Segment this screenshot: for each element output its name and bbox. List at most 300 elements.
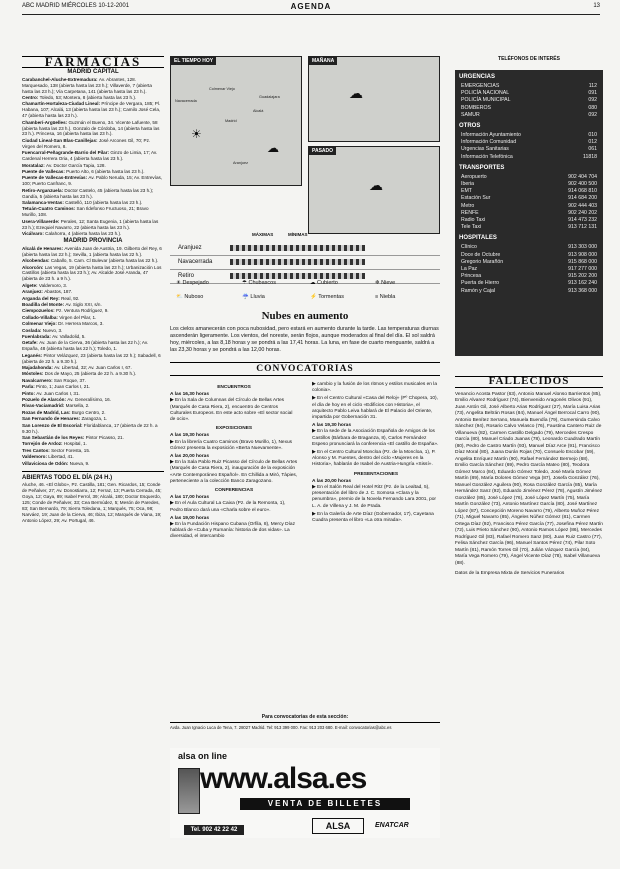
page-header [22,2,600,15]
servicio-number: 902 444 403 [568,202,597,209]
farmacia-address: Nueva, 9. [69,460,90,466]
farmacia-entry [22,461,164,467]
fallecidos-column [455,356,603,838]
servicio-group-title: URGENCIAS [459,74,496,80]
farmacia-district: Getafe: [22,340,40,346]
legend-label: Nieve [381,280,396,286]
map-today-label: EL TIEMPO HOY [171,57,216,65]
servicio-label: EMERGENCIAS [461,83,500,89]
farmacia-district: Centro: [22,95,40,101]
farmacia-address: Hospital, 1. [63,441,87,447]
conv-item: ▶ En la Sala Pablo Ruiz Picasso del Círculo de Bellas Artes (Marqués de Casa Riera, 2), inauguración de la exposición «Arte Contemporáneo Español». En Chillida a Miró, Tàpies, perteneciente a la colección Banco Zaragozano. [170,460,298,484]
convocatorias-section [170,362,440,714]
alsa-online-label: alsa on line [178,751,228,761]
farmacia-district: Collado-Villalba: [22,314,60,320]
farmacia-district: San Lorenzo de El Escorial: [22,422,84,428]
servicio-number: 914 473 232 [568,217,597,223]
servicio-row [461,203,597,209]
farmacia-address: Burgo Centro, 2. [71,409,106,415]
farmacia-district: Leganés: [22,352,44,358]
forecast-text: Los cielos amanecerán con poca nubosidad, pero estará en aumento durante la tarde. Las temperaturas diurnas ascenderán ligeramente. Los vientos, del noreste, serán flojos, aunque moderados al final del día. El sol saldrá hoy, miércoles, a las 8,18 horas y se pondrá a las 17,41 horas. La luna, en fase de cuarto menguante, saldrá a las 23,30 horas y se pondrá a las 12,00 horas. [170,326,439,353]
city-guadalajara: Guadalajara [259,95,280,99]
servicio-row [461,244,597,250]
alsa-logo: ALSA [312,818,364,834]
farmacia-district: San Fernando de Henares: [22,416,82,422]
servicio-number: 902 240 202 [568,209,597,216]
farmacia-district: Puente de Vallecas: [22,168,67,174]
legend-chubascos: ☂ Chubascos [242,280,276,286]
farmacia-entry [22,308,164,314]
farmacia-address: Real, 92. [61,295,80,301]
servicio-label: Ramón y Cajal [461,287,496,294]
farmacia-entry [22,403,164,409]
weather-forecast [170,310,440,354]
temp-bars [230,273,365,279]
farmacia-address: San Roque, 37. [53,377,86,383]
farmacia-address: Caballo, 5. Cam. Cl Bulevar (abierta hasta las 22 h.). [50,258,159,264]
farmacia-address: Doctor Castelo, 45 (abierta hasta las 23 h.); Gandía, 5 (abierta hasta las 23 h.). [22,187,154,199]
temp-row [170,242,440,256]
provincia-heading: MADRID PROVINCIA [63,237,123,244]
servicio-group-title: OTROS [459,123,481,129]
fallecidos-title: FALLECIDOS [455,376,603,388]
farmacia-address: Castelló, 110 (abierta hasta las 23 h.). [65,199,143,205]
farmacia-address: Sector Foresta, 15. [51,447,91,453]
farmacia-district: Arganda del Rey: [22,295,62,301]
map-after-label: PASADO [309,147,336,155]
section-title: AGENDA [290,2,332,11]
legend-despejado: ☀ Despejado [176,280,209,286]
farmacia-district: Coslada: [22,327,43,333]
farmacia-district: Alcorcón: [22,264,45,270]
servicio-row [461,90,597,96]
farmacia-district: Alcalá de Henares: [22,245,65,251]
farmacia-address: Av. Valladolid, 5. [52,333,86,339]
conv-time: A las 17,00 horas [170,495,210,501]
farmacia-district: Villaviciosa de Odón: [22,460,70,466]
farmacia-district: Fuenlabrada: [22,333,53,339]
servicio-row [461,154,597,160]
fallecidos-footnote: Datos de la Empresa Mixta de Servicios Funerarios [455,571,565,576]
servicios-heading: TELÉFONOS DE INTERÉS [498,56,560,62]
servicio-number: 112 [588,83,597,89]
servicio-label: Clínico [461,244,477,251]
farmacia-address: Príncipe de Vergara, 185; Pl. Habana, 107; Alcalá, 13 (abierta hasta las 23 h.); Camilo José Cela, 47 (abierta hasta las 23 h.). [22,101,161,119]
farmacia-address: Av. Siglo XXI, s/n. [65,301,102,307]
farmacia-address: Ginzo de Limia, 17; Av. Cardenal Herrera Oria, 4 (abierta hasta las 23 h.). [22,150,158,162]
legend-tormentas: ⚡ Tormentas [310,294,344,300]
farmacia-district: Rozas de Madrid, Las: [22,409,72,415]
farmacia-entry [22,416,164,422]
servicio-number: 010 [588,132,597,138]
conv-item: ▶ cambio y la fusión de los ritmos y estilos musicales en la colonia». [312,382,437,394]
farmacia-district: Colmenar Viejo: [22,321,59,327]
conv-item: ▶ En el Centro Cultural «Casa del Reloj» (Pº Chopera, 10), el día de hoy en el ciclo «Edificios con Historia», el arquitecto Pablo Leiva hablará de El Palacio del Oriente, impartida por Gobernación 31. [312,396,438,421]
farmacias-column [22,56,164,838]
servicio-label: BOMBEROS [461,104,491,111]
servicio-row [461,132,597,138]
servicio-label: EMT [461,188,472,195]
servicio-label: Estación Sur [461,195,491,202]
servicio-number: 11818 [582,153,597,160]
servicio-label: Radio Taxi [461,217,486,223]
servicio-row [461,259,597,265]
temp-row [170,270,440,284]
farmacia-address: Nuevo, 3. [42,327,63,333]
legend-label: Nuboso [184,294,204,300]
farmacia-district: Retiro-Arganzuela: [22,187,65,193]
farmacia-address: Av. Juan de la Cierva, 36 (abierta hasta las 22 h.); Av. España, 48 (abierta hasta las 22 h.); Toledo, 1. [22,340,149,352]
capital-list [22,77,164,237]
farmacia-entry [22,328,164,334]
alsa-advert [170,748,440,838]
farmacia-address: Valdemoro, 3. [38,282,68,288]
abiertas-heading: ABIERTAS TODO EL DÍA (24 H.) [22,474,113,481]
farmacia-district: Algete: [22,282,39,288]
farmacia-district: Salamanca-Ventas: [22,199,66,205]
map-tomorrow-label: MAÑANA [309,57,337,65]
farmacia-address: Av. Generalísimo, 16. [67,397,112,403]
servicio-number: 091 [588,90,597,97]
farmacia-address: Pintor Picasso, 21. [85,434,124,440]
conv-time: A las 19,30 horas [312,423,352,429]
farmacias-title: FARMACIAS [22,56,164,68]
conv-category: EXPOSICIONES [215,426,253,432]
farmacia-address: Avenida Juan de Austria, 19. Gilberto del Rey, 6 (abierta hasta las 22 h.); Sevilla, 1 (abierta hasta las 22 h.). [22,245,162,257]
servicio-label: RENFE [461,209,479,216]
servicio-number: 913 712 131 [568,224,597,231]
farmacia-entry [22,315,164,321]
servicio-number: 092 [588,111,597,118]
weather-map-today [170,56,302,186]
contact-footer: Avda. Juan Ignacio Luca de Tena, 7. 28027 Madrid. Tel: 913 399 000. Fax: 913 203 680. E-mail: convocatorias@abc.es [170,722,440,730]
farmacia-entry [22,163,164,169]
conv-item: ▶ En la Fundación Hispano Cubana (Orfila, 8), Mercy Díaz hablará de «Cuba y Rumanía: historia de dos vidas». La diversidad, el intercambio [170,522,295,540]
alsa-phone: Tel. 902 42 22 42 [184,825,244,835]
servicio-number: 092 [588,97,597,104]
city-alcala: Alcalá [253,109,264,113]
farmacia-district: Puente de Vallecas-Entrevías: [22,175,89,181]
conv-item: ▶ En el Centro Cultural Moncloa (Pz. de la Moncloa, 1), P. Alonso y M. Fuentes, dentro del ciclo «Mujeres en la Historia», hablarán de Isabel de Austria-Hungría «Sissí». [312,450,436,468]
farmacia-district: Móstoles: [22,371,45,377]
legend-label: Cubierto [317,280,338,286]
farmacia-district: Boadilla del Monte: [22,301,66,307]
conv-time: A las 19,30 horas [170,433,210,439]
farmacia-entry [22,101,164,119]
cloud-icon: ☁ [369,177,383,193]
servicio-row [461,273,597,279]
servicio-label: Aeropuerto [461,173,487,180]
conv-item: ▶ En el Salón Real del Hotel Ritz (Pz. de la Lealtad, 5), presentación del libro de J. C. Somosa «Clara y la penumbra», premio de la Novela Fernando Lara 2001, por L. A. de Villena y J. M. de Prada. [312,485,436,509]
legend-nuboso: ⛅ Nuboso [176,294,204,300]
servicio-label: Tele Taxi [461,224,482,231]
farmacia-district: Pinto: [22,390,37,396]
farmacia-address: Abastos, 187. [44,289,73,295]
forecast-headline: Nubes en aumento [261,310,349,322]
servicio-number: 913 368 000 [568,287,597,294]
farmacia-address: Av. Abrantes, 128. Marquesado, 138 (abierta hasta las 23 h.); Villaverde, 7 (abierta hasta las 23 h.); Vía Carpetana, 141 (abierta hasta las 23 h.). [22,76,152,94]
convocatorias-left-col [170,382,298,543]
farmacia-entry [22,423,164,435]
farmacia-entry [22,378,164,384]
servicio-row [461,224,597,230]
servicio-label: Información Telefónica [461,153,513,160]
farmacia-address: Floridablanca, 17 (abierta de 22 h. a 9.30 h.). [22,422,158,434]
farmacia-address: Perales, 12; Santa Eugenia, 1 (abierta hasta las 23 h.); Ezequiel Navarro, 22 (abierta hasta las 23 h.). [22,218,159,230]
enatcar-logo: ENATCAR [375,822,409,829]
farmacia-entry [22,435,164,441]
farmacia-address: Pinto, 1; Juan Carlos I, 21. [36,384,91,390]
farmacia-entry [22,200,164,206]
servicio-label: SAMUR [461,111,480,118]
farmacia-entry [22,246,164,258]
farmacia-entry [22,95,164,101]
servicio-row [461,112,597,118]
conv-time: A las 20,00 horas [312,478,352,484]
farmacia-district: Alcobendas: [22,258,51,264]
farmacia-entry [22,334,164,340]
conv-item: ▶ En la Galería de Arte Díaz (Gobernador, 17), Cayetana Cuadra presenta el libro «La otra mirada». [312,511,434,524]
farmacia-entry [22,384,164,390]
servicio-label: POLICÍA MUNICIPAL [461,97,511,104]
alsa-venta-banner: VENTA DE BILLETES [240,798,410,810]
convocatorias-right-col [312,382,440,526]
issue-date: ABC MADRID MIÉRCOLES 10-12-2001 [22,3,130,9]
farmacia-address: Pintor Velázquez, 23 (abierta hasta las 22 h.); Sabadell, 6 (abierta de 22 h. a 9.30 h.). [22,352,161,364]
servicio-number: 913 303 000 [568,244,597,251]
conv-time: A las 16,30 horas [170,392,210,398]
servicio-label: Iberia [461,181,474,187]
farmacia-district: Chamartín-Hortaleza-Ciudad Lineal: [22,101,102,107]
servicios-column [455,56,603,356]
legend-label: Niebla [379,294,396,300]
sun-icon: ☀ [191,127,202,141]
legend-nieve: ❄ Nieve [375,280,396,286]
servicio-row [461,188,597,194]
servicio-number: 080 [588,104,597,111]
servicio-row [461,181,597,187]
farmacia-address: Calahorra, 4 (abierta hasta las 23 h.). [45,230,122,236]
servicio-number: 012 [588,139,597,146]
servicio-row [461,97,597,103]
farmacia-entry [22,391,164,397]
conv-time: A las 19,00 horas [170,515,210,521]
farmacia-address: Av. Juan Carlos I, 31. [36,390,80,396]
weather-block [170,56,440,300]
farmacia-entry [22,289,164,295]
servicio-row [461,139,597,145]
legend-label: Despejado [182,280,209,286]
abiertas-text: Aluche, 46. «El Globo», Pz. Castilla, 181; Gen. Ricardos, 15; Conde de Peñalver, 27; Av. Donostiarra, 12; Ferraz, 13; Puerta Cerrada, 45; Goya, 12; Gaya, 89; Isabel Ferrol, 39; Alcalá, 180; Doctor Esquerdo, 125; Conde de Peñalver, 33; Cea Bermúdez, 5; Mesón de Paredes, 83; San Bernardo, 79; Sierra Toledana, 1; Marqués, 75; Oca, 98; Narváez, 19; Juan de la Cierva, 46; Ibiza, 12; Marqués de Viana, 19; Antonio López, 29; Av. Portugal, 46. [22,482,162,523]
col-min: MÍNIMAS [288,232,308,237]
farmacia-district: Majadahonda: [22,365,55,370]
farmacia-entry [22,371,164,377]
servicio-row [461,174,597,180]
servicio-label: Información Ayuntamiento [461,132,521,138]
farmacia-entry [22,77,164,95]
city-colmenar: Colmenar Viejo [209,87,235,91]
farmacia-address: San Ildefonso Fructuoso, 21; Bravo Murillo, 108. [22,206,149,218]
farmacia-entry [22,296,164,302]
city-aranjuez: Aranjuez [233,161,248,165]
cloud-icon: ☁ [349,85,363,101]
farmacia-address: Las Vegas, 19 (abierta hasta las 23 h.); Urbanización Los Castillos (abierta hasta las 23 h.); Av. Alcalde José Aranda, 47 (abierta de 23 h. a 9 h.). [22,264,162,282]
temp-row-label: Aranjuez [178,245,202,251]
farmacia-address: Puerto Alto, 6 (abierta hasta las 23 h.). [66,168,145,174]
alsa-url[interactable]: www.alsa.es [200,762,367,795]
servicio-row [461,280,597,286]
servicio-group-title: HOSPITALES [459,235,497,242]
farmacia-entry [22,231,164,237]
temp-row-label: Navacerrada [178,259,213,265]
farmacia-district: Vicálvaro: [22,230,46,236]
farmacia-address: Dr. Herrera Marcos, 3. [58,321,104,327]
servicio-label: Princesa [461,273,482,280]
farmacia-entry [22,321,164,327]
conv-item: ▶ En la librería Cuatro Caminos (Bravo Murillo, 1), Nexus Gómez presenta la exposición «Berta Nuevamente». [170,439,293,451]
cloud-icon: ☁ [267,141,279,155]
weather-map-tomorrow [308,56,440,142]
servicio-label: Gregorio Marañón [461,258,504,265]
farmacia-entry [22,175,164,187]
conv-category: ENCUENTROS [217,385,251,390]
farmacia-district: Ciudad Lineal-San Blas-Canillejas: [22,137,99,143]
farmacia-district: Torrejón de Ardoz: [22,441,64,447]
servicio-row [461,105,597,111]
servicio-row [461,195,597,201]
servicios-box [455,70,603,356]
servicio-number: 917 277 000 [568,266,597,272]
farmacia-district: Pozuelo de Alarcón: [22,397,68,403]
farmacia-address: José Arcones Gil, 70; Pz. Virgen del Romero, 8. [22,137,151,149]
farmacia-address: Zaragoza, 1. [81,416,108,422]
farmacia-district: Parla: [22,384,37,390]
conv-category: PRESENTACIONES [353,471,399,477]
city-madrid: Madrid [225,119,237,123]
weather-map-after [308,146,440,234]
city-navacerrada: Navacerrada [175,99,197,103]
capital-heading: MADRID CAPITAL [67,68,119,75]
servicio-row [461,146,597,152]
servicio-row [461,210,597,216]
temp-bars [230,245,365,251]
servicio-label: La Paz [461,266,478,272]
farmacia-district: Tetuán-Cuatro Caminos: [22,206,77,212]
farmacia-entry [22,138,164,150]
legend-label: Chubascos [248,280,276,286]
farmacia-entry [22,397,164,403]
farmacia-entry [22,258,164,264]
legend-cubierto: ☁ Cubierto [310,280,338,286]
provincia-list [22,246,164,467]
farmacia-district: Moratalaz: [22,162,46,168]
farmacia-entry [22,169,164,175]
farmacia-entry [22,353,164,365]
farmacia-address: Av. Libertad, 32; Av. Juan Carlos I, 67. [54,365,132,370]
farmacia-district: Navalcarnero: [22,377,54,383]
farmacia-district: Carabanchel-Aluche-Extremadura: [22,76,99,82]
farmacia-district: Fuencarral-Peñagrande-Barrio del Pilar: [22,150,111,156]
farmacia-address: Toledo, 53; Montera, 8 (abierta hasta las 23 h.). [39,95,137,101]
servicio-number: 061 [588,146,597,153]
conv-category: CONFERENCIAS [214,488,254,494]
farmacia-address: Virgen del Pilar, 1. [59,314,97,320]
farmacia-entry [22,265,164,283]
legend-label: Lluvia [250,294,265,300]
servicio-number: 902 400 500 [568,181,597,187]
servicio-row [461,217,597,223]
conv-item: ▶ En la sede de la Asociación Española de Amigos de los Castillos (Bárbara de Braganza, 8), Carlos Fernández Espeso pronunciará la conferencia «El castillo de España». [312,429,439,447]
servicio-number: 914 684 200 [568,195,597,202]
farmacia-address: Dos de Mayo, 25 (abierta de 22 h. a 9.30 h.). [44,371,137,377]
farmacia-entry [22,340,164,352]
conv-item: ▶ En la Sala de Columnas del Círculo de Bellas Artes (Marqués de Casa Riera, 2), encuentro de Centros Culturales Europeos. En este acto sobre «El sector social de ocio». [170,398,293,423]
farmacia-address: Av. Doctor García Tapia, 128. [46,162,106,168]
temp-row [170,256,440,270]
servicio-row [461,252,597,258]
servicio-number: 914 068 810 [568,188,597,195]
farmacia-entry [22,441,164,447]
farmacia-entry [22,206,164,218]
legend-niebla: ≡ Niebla [375,294,396,300]
servicio-label: Información Comunidad [461,139,517,146]
servicio-number: 915 202 200 [568,273,597,280]
conv-time: A las 20,00 horas [170,454,210,460]
farmacia-district: Usera-Villaverde: [22,218,61,224]
servicio-label: POLICÍA NACIONAL [461,90,510,97]
farmacia-entry [22,365,164,371]
servicio-number: 913 908 000 [568,251,597,258]
farmacia-entry [22,410,164,416]
farmacia-address: Av. Pablo Neruda, 15; Av. Entrevías, 100; Puerto Canfranc, 9. [22,175,163,187]
farmacia-district: Ciempozuelos: [22,308,56,314]
farmacia-entry [22,188,164,200]
farmacia-address: Pz. Ventura Rodríguez, 9. [55,308,109,314]
servicio-label: Doce de Octubre [461,251,501,258]
bus-icon [178,768,200,814]
servicio-label: Puerta de Hierro [461,280,500,287]
convocatorias-title: CONVOCATORIAS [170,362,440,376]
farmacia-address: Guzmán el Bueno, 34. Vicente Lafuente, 58 (abierta hasta las 23 h.). Gonzalo de Córdoba, 14 (abierta hasta las 23 h.). Princesa, 16 (abierta hasta las 23 h.). [22,119,160,137]
servicio-label: Metro [461,202,475,209]
convocatorias-notice: Para convocatorias de esta sección: [261,714,349,720]
col-max: MÁXIMAS [252,232,274,237]
abiertas-section [22,471,164,524]
legend-label: Tormentas [318,294,344,300]
farmacia-district: Aranjuez: [22,289,45,295]
farmacia-entry [22,283,164,289]
farmacia-district: Tres Cantos: [22,447,52,453]
fallecidos-list: Venancio Acosta Pastor (63), Antonio Manuel Alonso Barrientos (85), Emilio Alvarez Rodríguez (74), Bienvenido Aragonés Olivos (91), Juan Antón Gil, José Alberto Arias Rodríguez (27), María Luisa Arias (73), Angelita Beltrán Rosas (84), Manuel Ángel Berrocal Carro (90), Antonio Benítez Serrano, Manuela Buendía (79), Gumersinda Calvo Sánchez (94), Rosario Calvo Velasco (76), Faustina Cantero Ruiz de Villanueva (82), Carmen Castillo Delgado (79), Mercedes Crespo García (80), Manuel Criado Juanas (78), Leonardo Cuadrado Martín (80), Pedro de Castro Martín (93), Manuel Díaz Arce (91), Francisco Díaz Moral (80), Juana Durán Rojas (70), Consuelo Escobar (59), Angelita Enríquez Martín (90), Rafael Fernández Bermejo (68), Emilio García Sánchez (69), Pedro García Mateo (80), Teodora Gómez Marco (84), Eduardo Gómez Toledo, José María Gómez Martín (89), María Dolores Gómez Vega (87), Josefa González (76), Manuel González Aguilera (90), Rosa González García (85), María Hernández Sanz (92), Eduardo Jiménez Pérez (78), Agustín Jiménez González (85), José López (76), José López Martín (75), María Martín González (73), Antonio Martínez García (80), José Martínez López (87), Concepción Moreno Navarro (79), Alberto Muñoz Pérez (71), Miguel Navarro (85), Ángeles Núñez Gómez (81), Carmen Ortega Díaz (92), Francisco Pérez García (77), Josefina Pérez Martín (72), Luis Prieto Sánchez (90), Antonio Ramos López (86), Mercedes Rodríguez Gil (83), Rafael Romero Sanz (80), Juan Ruiz Castro (77), Felisa Sánchez García (96), Manuel Santos Pérez (74), Pilar Soto Martín (81), Ramón Torres Gil (70), Julián Vázquez García (84), María Vega Romero (79), Ángel Vicente Díaz (78), Isabel Villanueva (88). [455,391,603,566]
farmacia-address: Marsella, 2. [65,403,90,409]
conv-item: ▶ En el Aula Cultural La Caixa (Pz. de la Remonta, 1), Pedro Blanco dará una «Charla sobre el euro». [170,501,286,513]
farmacia-district: Chamberí-Argüelles: [22,119,69,125]
servicio-row [461,83,597,89]
farmacia-entry [22,219,164,231]
farmacia-entry [22,302,164,308]
servicio-number: 902 404 704 [568,173,597,180]
page-number: 13 [593,3,600,9]
farmacia-entry [22,150,164,162]
farmacia-address: Libertad, 41. [48,454,74,460]
servicio-row [461,266,597,272]
servicio-group-title: TRANSPORTES [459,164,505,171]
servicio-number: 913 162 240 [568,280,597,287]
farmacia-entry [22,448,164,454]
farmacia-district: Valdemoro: [22,454,49,460]
servicio-row [461,288,597,294]
temp-bars [230,259,365,265]
